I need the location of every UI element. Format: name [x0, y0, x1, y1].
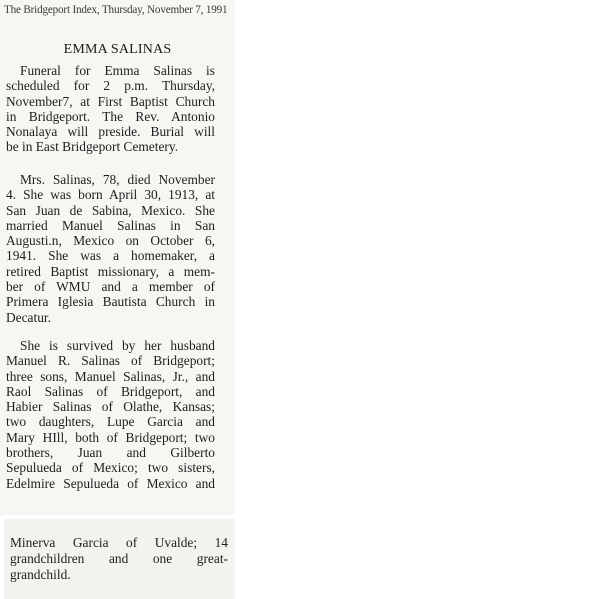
text-line: scheduled for 2 p.m. Thursday, [6, 78, 215, 94]
text-line: Decatur. [6, 309, 51, 325]
text-line: married Manuel Salinas in San [6, 217, 215, 233]
text-line: Funeral for Emma Salinas is [20, 63, 215, 78]
text-line: She is survived by her husband [20, 338, 215, 353]
text-line: Sepulueda of Mexico; two sisters, [6, 460, 215, 476]
text-line: Mrs. Salinas, 78, died November [20, 172, 215, 187]
text-line: Augusti.n, Mexico on October 6, [6, 233, 215, 249]
text-line: Habier Salinas of Olathe, Kansas; [6, 399, 215, 415]
text-line: Nonalaya will preside. Burial will [6, 124, 215, 140]
paragraph-continuation [10, 535, 228, 582]
text-line: two daughters, Lupe Garcia and [6, 414, 215, 430]
text-line: 4. She was born April 30, 1913, at [6, 187, 215, 203]
text-line: Manuel R. Salinas of Bridgeport; [6, 353, 215, 369]
text-line: 1941. She was a homemaker, a [6, 248, 215, 264]
obituary-heading: EMMA SALINAS [63, 42, 172, 57]
text-line: Primera Iglesia Bautista Church in [6, 294, 215, 310]
text-line: brothers, Juan and Gilberto [6, 445, 215, 461]
text-line: November7, at First Baptist Church [6, 93, 215, 109]
text-line: three sons, Manuel Salinas, Jr., and [6, 368, 215, 384]
text-line: in Bridgeport. The Rev. Antonio [6, 108, 215, 124]
text-line: Mary HIll, both of Bridgeport; two [6, 429, 215, 445]
paragraph-biography [6, 172, 215, 325]
paragraph-survivors [6, 338, 215, 491]
text-line: retired Baptist missionary, a mem- [6, 263, 215, 279]
text-line: Minerva Garcia of Uvalde; 14 [10, 535, 228, 550]
text-line: grandchildren and one great- [10, 550, 228, 566]
text-line: be in East Bridgeport Cemetery. [6, 139, 179, 155]
text-line: Raol Salinas of Bridgeport, and [6, 383, 215, 399]
text-line: Edelmire Sepulueda of Mexico and [6, 475, 215, 491]
newspaper-masthead: The Bridgeport Index, Thursday, November 7, 1991 [4, 4, 228, 16]
text-line: grandchild. [10, 566, 71, 582]
text-line: San Juan de Sabina, Mexico. She [6, 202, 215, 218]
paragraph-funeral [6, 63, 215, 155]
text-line: ber of WMU and a member of [6, 279, 215, 295]
